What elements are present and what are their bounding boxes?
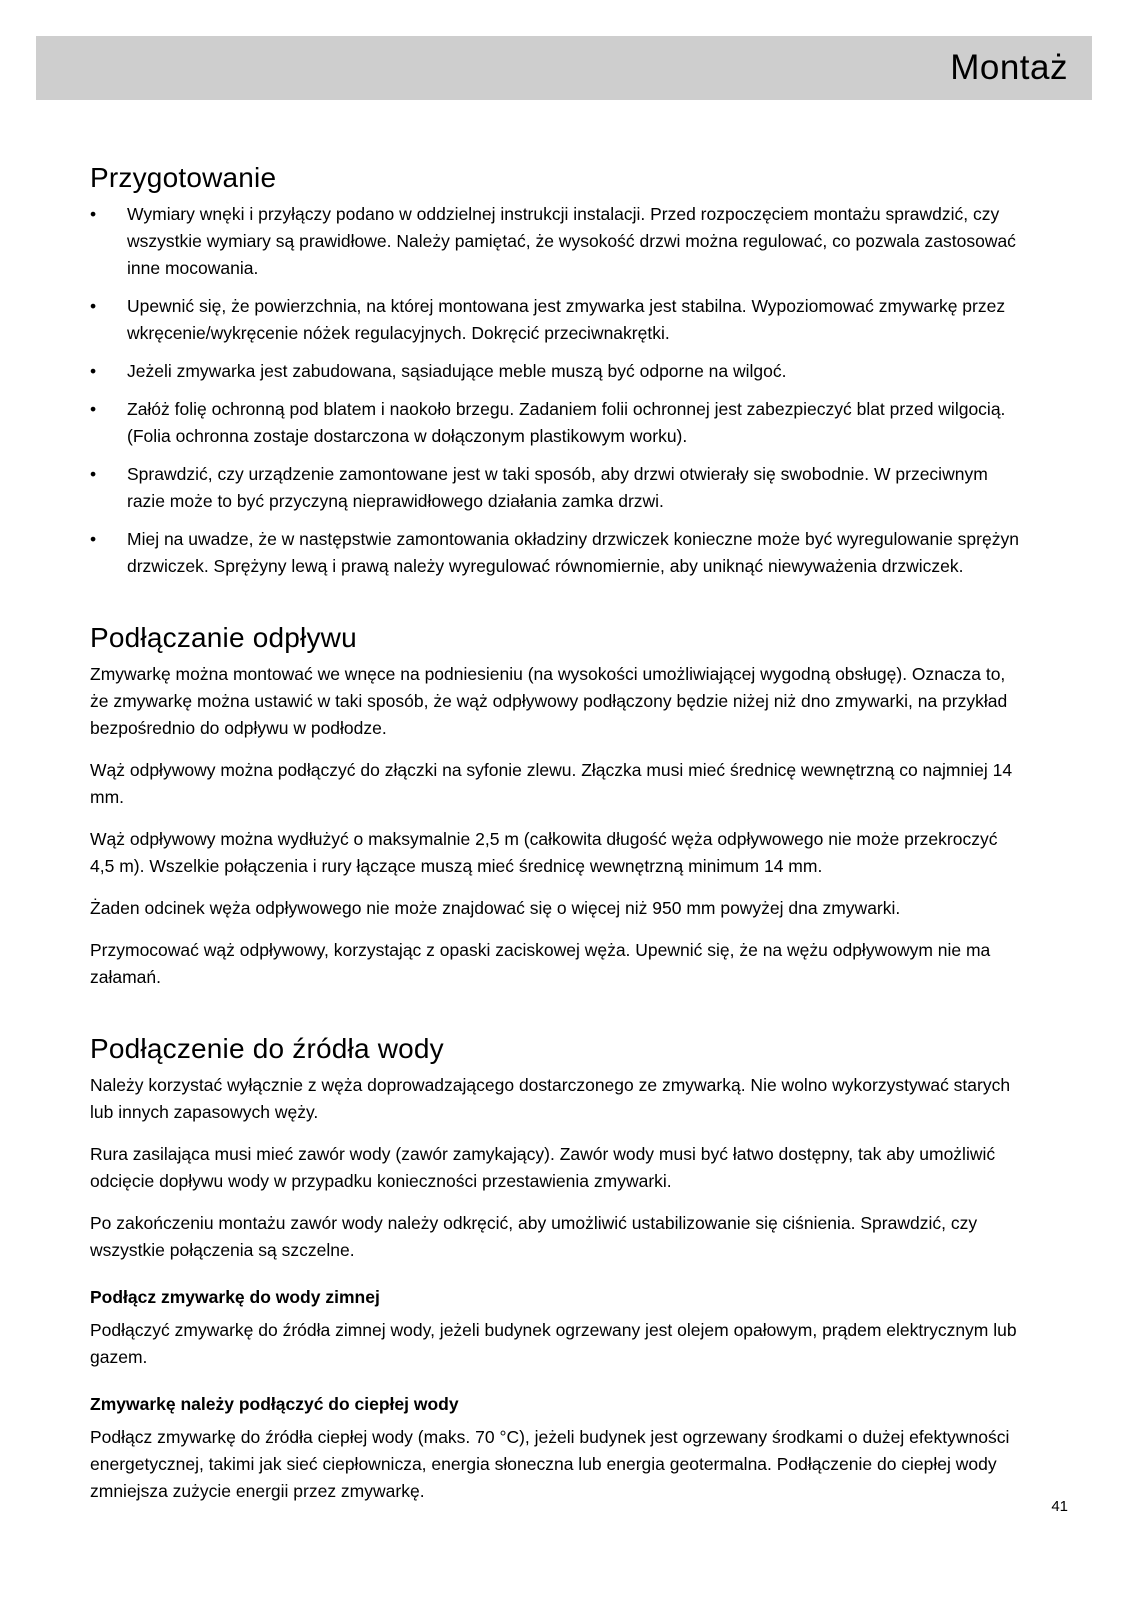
bullet-item <box>90 201 1022 282</box>
bullet-item <box>90 293 1022 347</box>
bullet-item <box>90 461 1022 515</box>
bullet-text: Jeżeli zmywarka jest zabudowana, sąsiadujące meble muszą być odporne na wilgoć. <box>127 361 787 381</box>
bullet-text: Miej na uwadze, że w następstwie zamontowania okładziny drzwiczek konieczne może być wyregulowanie sprężyn drzwiczek. Sprężyny lewą i prawą należy wyregulować równomiernie, aby uniknąć niewyważenia drzwiczek. <box>127 529 1019 576</box>
subsection-heading-ciepla-woda: Zmywarkę należy podłączyć do ciepłej wody <box>90 1394 459 1414</box>
bullet-marker-icon: • <box>90 296 97 316</box>
paragraph: Przymocować wąż odpływowy, korzystając z opaski zaciskowej węża. Upewnić się, że na wężu odpływowym nie ma załamań. <box>90 940 991 987</box>
bullet-item <box>90 358 1022 385</box>
section-podlaczanie-odplywu <box>90 622 1022 991</box>
paragraph: Wąż odpływowy można wydłużyć o maksymalnie 2,5 m (całkowita długość węża odpływowego nie może przekroczyć 4,5 m). Wszelkie połączenia i rury łączące muszą mieć średnicę wewnętrzną minimum 14 mm. <box>90 829 998 876</box>
paragraph: Wąż odpływowy można podłączyć do złączki na syfonie zlewu. Złączka musi mieć średnicę wewnętrzną co najmniej 14 mm. <box>90 760 1013 807</box>
header-bar <box>36 36 1092 100</box>
bullet-marker-icon: • <box>90 204 97 224</box>
page-content <box>90 162 1022 1520</box>
bullet-text: Wymiary wnęki i przyłączy podano w oddzielnej instrukcji instalacji. Przed rozpoczęciem montażu sprawdzić, czy wszystkie wymiary są prawidłowe. Należy pamiętać, że wysokość drzwi można regulować, co pozwala zastosować inne mocowania. <box>127 204 1016 278</box>
bullet-text: Sprawdzić, czy urządzenie zamontowane jest w taki sposób, aby drzwi otwierały się swobodnie. W przeciwnym razie może to być przyczyną nieprawidłowego działania zamka drzwi. <box>127 464 988 511</box>
page-title: Montaż <box>950 48 1068 87</box>
section-heading: Podłączanie odpływu <box>90 622 357 653</box>
bullet-item <box>90 526 1022 580</box>
page-number: 41 <box>1051 1498 1068 1515</box>
bullet-text: Upewnić się, że powierzchnia, na której montowana jest zmywarka jest stabilna. Wypoziomować zmywarkę przez wkręcenie/wykręcenie nóżek regulacyjnych. Dokręcić przeciwnakrętki. <box>127 296 1006 343</box>
bullet-text: Załóż folię ochronną pod blatem i naokoło brzegu. Zadaniem folii ochronnej jest zabezpieczyć blat przed wilgocią. (Folia ochronna zostaje dostarczona w dołączonym plastikowym worku). <box>127 399 1006 446</box>
paragraph: Zmywarkę można montować we wnęce na podniesieniu (na wysokości umożliwiającej wygodną obsługę). Oznacza to, że zmywarkę można ustawić w taki sposób, że wąż odpływowy podłączony będzie niżej niż dno zmywarki, na przykład bezpośrednio do odpływu w podłodze. <box>90 664 1008 738</box>
paragraph: Po zakończeniu montażu zawór wody należy odkręcić, aby umożliwić ustabilizowanie się ciśnienia. Sprawdzić, czy wszystkie połączenia są szczelne. <box>90 1213 978 1260</box>
bullet-item <box>90 396 1022 450</box>
section-heading: Przygotowanie <box>90 162 277 193</box>
bullet-list <box>90 201 1022 580</box>
section-przygotowanie <box>90 162 1022 580</box>
bullet-marker-icon: • <box>90 399 97 419</box>
bullet-marker-icon: • <box>90 464 97 484</box>
paragraph: Podłącz zmywarkę do źródła ciepłej wody (maks. 70 °C), jeżeli budynek jest ogrzewany środkami o dużej efektywności energetycznej, takimi jak sieć ciepłownicza, energia słoneczna lub energia geotermalna. Podłączenie do ciepłej wody zmniejsza zużycie energii przez zmywarkę. <box>90 1427 1010 1501</box>
subsection-heading-zimna-woda: Podłącz zmywarkę do wody zimnej <box>90 1287 380 1307</box>
paragraph: Rura zasilająca musi mieć zawór wody (zawór zamykający). Zawór wody musi być łatwo dostępny, tak aby umożliwić odcięcie dopływu wody w przypadku konieczności przestawienia zmywarki. <box>90 1144 996 1191</box>
section-podlaczenie-do-zrodla-wody <box>90 1033 1022 1505</box>
paragraph: Podłączyć zmywarkę do źródła zimnej wody, jeżeli budynek ogrzewany jest olejem opałowym, prądem elektrycznym lub gazem. <box>90 1320 1017 1367</box>
paragraph: Żaden odcinek węża odpływowego nie może znajdować się o więcej niż 950 mm powyżej dna zmywarki. <box>90 898 901 918</box>
bullet-marker-icon: • <box>90 361 97 381</box>
paragraph: Należy korzystać wyłącznie z węża doprowadzającego dostarczonego ze zmywarką. Nie wolno wykorzystywać starych lub innych zapasowych węży. <box>90 1075 1011 1122</box>
section-heading: Podłączenie do źródła wody <box>90 1033 444 1064</box>
bullet-marker-icon: • <box>90 529 97 549</box>
